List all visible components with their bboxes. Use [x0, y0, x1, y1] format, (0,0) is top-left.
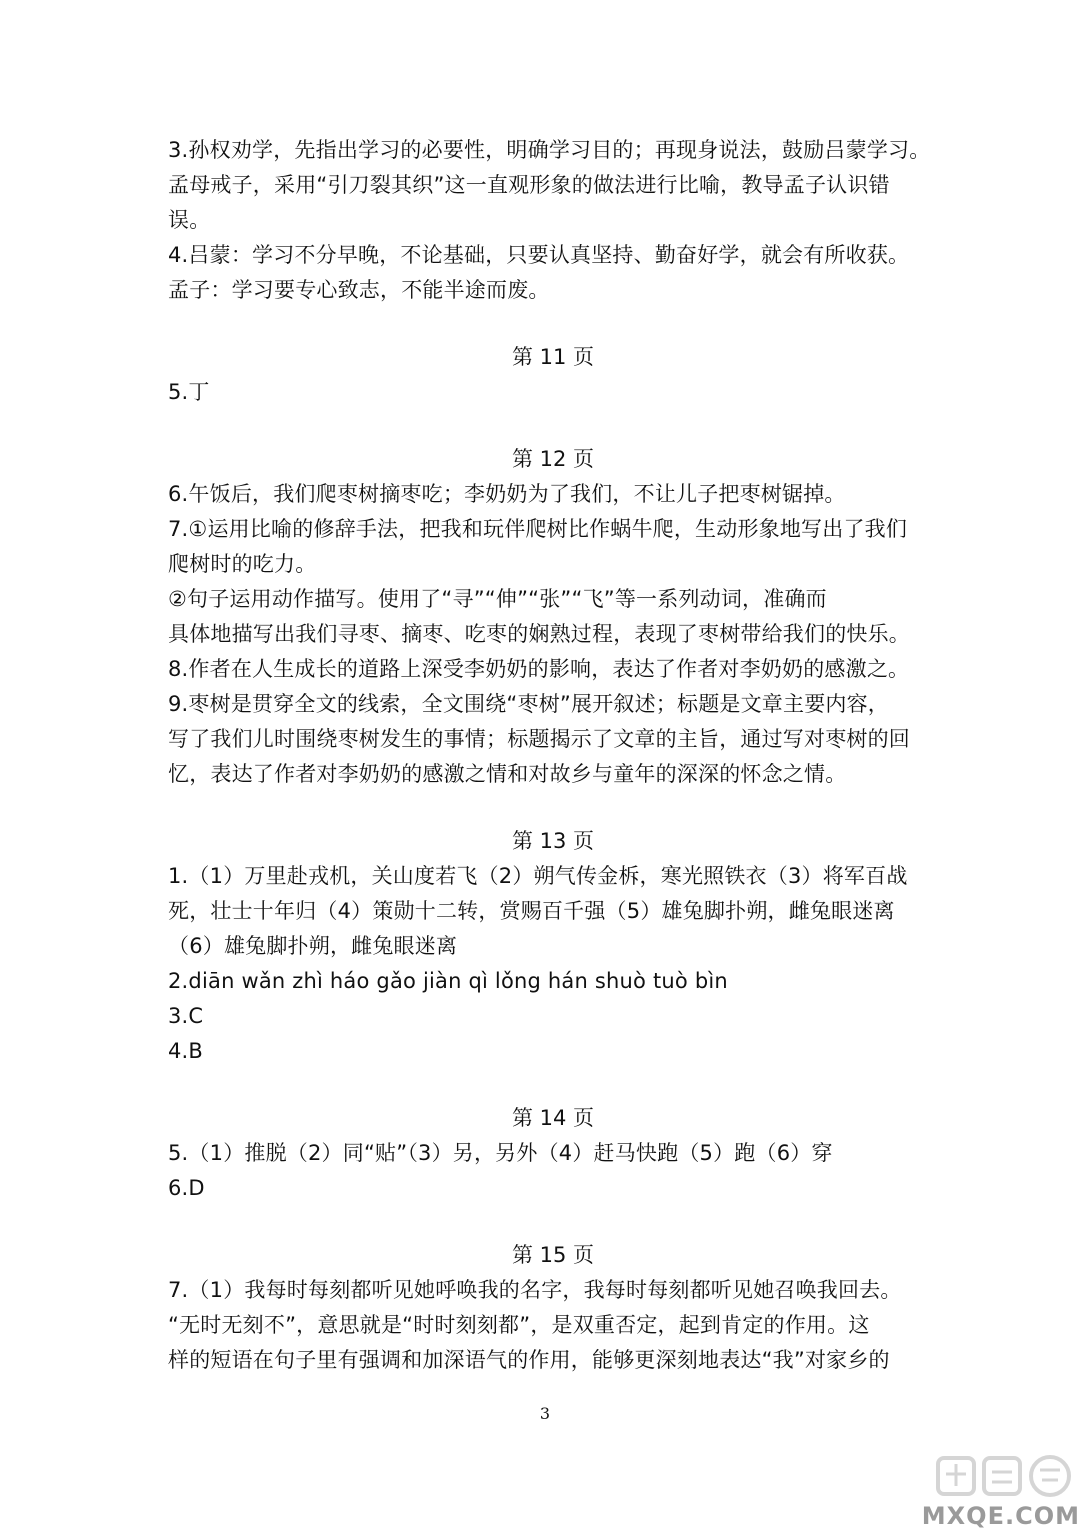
text-line: 9.枣树是贯穿全文的线索，全文围绕“枣树”展开叙述；标题是文章主要内容，	[168, 692, 889, 716]
text-line: 死，壮士十年归（4）策勋十二转，赏赐百千强（5）雄兔脚扑朔，雌兔眼迷离	[168, 899, 895, 923]
text-line: 7.①运用比喻的修辞手法，把我和玩伴爬树比作蜗牛爬，生动形象地写出了我们	[168, 517, 908, 541]
text-line: 4.B	[168, 1039, 204, 1063]
text-line: 6.午饭后，我们爬枣树摘枣吃；李奶奶为了我们，不让儿子把枣树锯掉。	[168, 482, 846, 506]
text-line: 误。	[168, 208, 211, 232]
section-page-12	[168, 442, 938, 792]
section-continued-answers	[168, 133, 938, 308]
text-line: 8.作者在人生成长的道路上深受李奶奶的影响，表达了作者对李奶奶的感激之。	[168, 657, 910, 681]
text-line: 爬树时的吃力。	[168, 552, 317, 576]
section-heading: 第 15 页	[511, 1243, 595, 1267]
text-line: 2.diān wǎn zhì háo gǎo jiàn qì lǒng hán shuò tuò bìn	[168, 969, 728, 993]
section-heading: 第 13 页	[511, 829, 595, 853]
text-line: 7.（1）我每时每刻都听见她呼唤我的名字，我每时每刻都听见她召唤我回去。	[168, 1278, 902, 1302]
section-page-13	[168, 824, 938, 1069]
section-page-15	[168, 1238, 938, 1378]
text-line: 样的短语在句子里有强调和加深语气的作用，能够更深刻地表达“我”对家乡的	[168, 1348, 890, 1372]
section-page-14	[168, 1101, 938, 1206]
section-heading: 第 11 页	[511, 345, 595, 369]
text-line: 6.D	[168, 1176, 205, 1200]
text-line: （6）雄兔脚扑朔，雌兔眼迷离	[168, 934, 458, 958]
section-page-11	[168, 340, 938, 410]
text-line: 3.孙权劝学，先指出学习的必要性，明确学习目的；再现身说法，鼓励吕蒙学习。	[168, 138, 931, 162]
section-heading: 第 14 页	[511, 1106, 595, 1130]
text-line: “无时无刻不”，意思就是“时时刻刻都”，是双重否定，起到肯定的作用。这	[168, 1313, 870, 1337]
text-line: 具体地描写出我们寻枣、摘枣、吃枣的娴熟过程，表现了枣树带给我们的快乐。	[168, 622, 910, 646]
page-number: 3	[539, 1404, 551, 1423]
watermark-text: MXQE.COM	[921, 1502, 1080, 1530]
text-line: 1.（1）万里赴戎机，关山度若飞（2）朔气传金柝，寒光照铁衣（3）将军百战	[168, 864, 908, 888]
text-line: ②句子运用动作描写。使用了“寻”“伸”“张”“飞”等一系列动词，准确而	[168, 587, 827, 611]
section-heading: 第 12 页	[511, 447, 595, 471]
text-line: 孟子：学习要专心致志，不能半途而废。	[168, 278, 550, 302]
document-body	[168, 133, 938, 1378]
text-line: 孟母戒子，采用“引刀裂其织”这一直观形象的做法进行比喻，教导孟子认识错	[168, 173, 890, 197]
text-line: 写了我们儿时围绕枣树发生的事情；标题揭示了文章的主旨，通过写对枣树的回	[168, 727, 910, 751]
text-line: 忆，表达了作者对李奶奶的感激之情和对故乡与童年的深深的怀念之情。	[168, 762, 847, 786]
text-line: 5.（1）推脱（2）同“贴”（3）另，另外（4）赶马快跑（5）跑（6）穿	[168, 1141, 833, 1165]
text-line: 4.吕蒙：学习不分早晚，不论基础，只要认真坚持、勤奋好学，就会有所收获。	[168, 243, 910, 267]
text-line: 3.C	[168, 1004, 204, 1028]
text-line: 5.丁	[168, 380, 210, 404]
